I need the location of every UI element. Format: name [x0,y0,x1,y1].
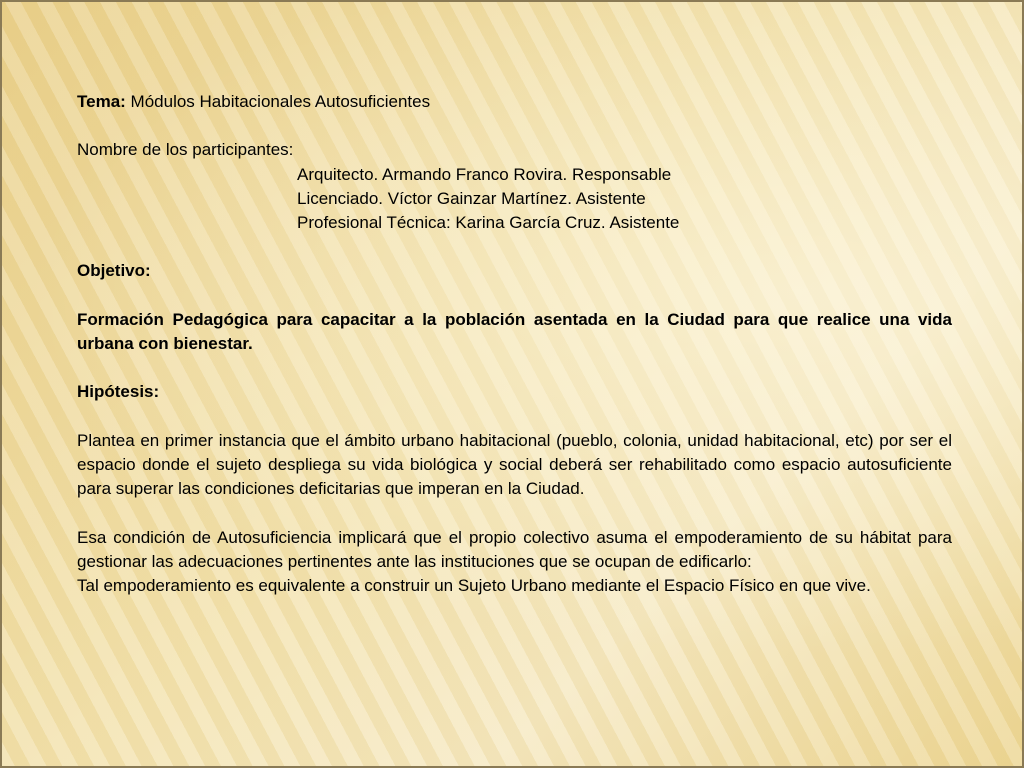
hipotesis-heading: Hipótesis: [77,382,160,402]
participants-heading: Nombre de los participantes: [77,140,294,160]
hipotesis-paragraph: Esa condición de Autosuficiencia implicará que el propio colectivo asuma el empoderamiento de su hábitat para gestionar las adecuaciones pertinentes ante las instituciones que se ocupan de edificarlo: [77,527,952,571]
slide-content [77,90,952,598]
objetivo-heading: Objetivo: [77,261,151,281]
participant-name: Profesional Técnica: Karina García Cruz. Asistente [297,213,680,232]
participant-name: Licenciado. Víctor Gainzar Martínez. Asistente [297,188,646,208]
hipotesis-paragraph: Tal empoderamiento es equivalente a construir un Sujeto Urbano mediante el Espacio Físico en que vive. [77,575,871,595]
tema-value: Módulos Habitacionales Autosuficientes [130,92,431,111]
hipotesis-paragraph: Plantea en primer instancia que el ámbito urbano habitacional (pueblo, colonia, unidad habitacional, etc) por ser el espacio donde el sujeto despliega su vida biológica y social deberá ser rehabilitado como espacio autosuficiente para superar las condiciones deficitarias que imperan en la Ciudad. [77,430,952,499]
tema-label: Tema: [77,92,126,111]
participant-name: Arquitecto. Armando Franco Rovira. Responsable [297,164,672,184]
objetivo-text: Formación Pedagógica para capacitar a la población asentada en la Ciudad para que realice una vida urbana con bienestar. [77,309,952,353]
tema-line [77,90,952,114]
